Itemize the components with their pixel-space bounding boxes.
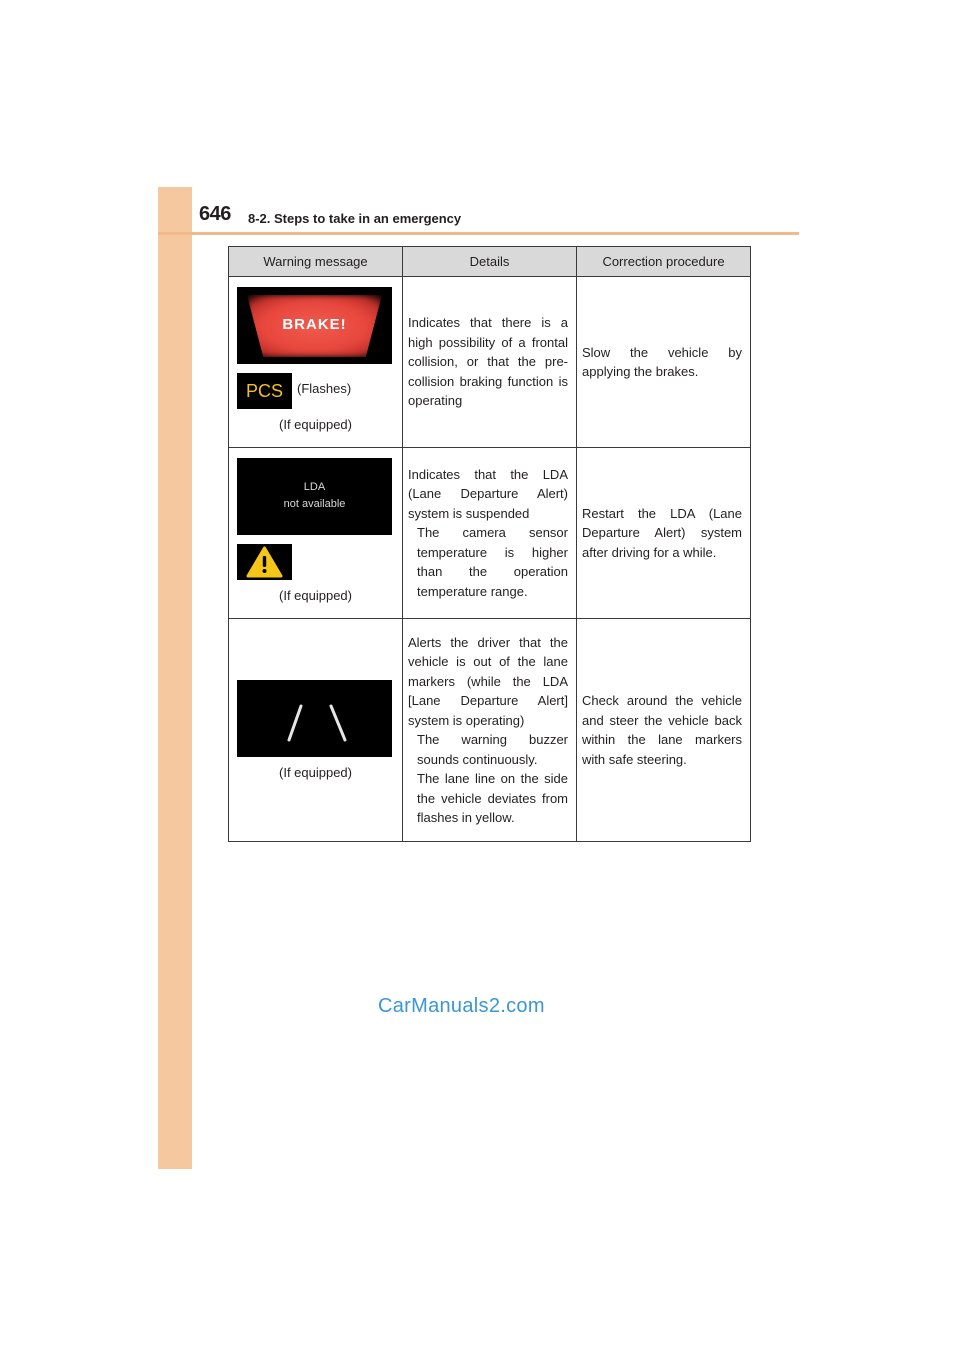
column-header-correction-procedure: Correction procedure <box>577 247 751 277</box>
correction-text: Restart the LDA (Lane Departure Alert) system after driving for a while. <box>582 505 742 560</box>
details-sub-text-2: The lane line on the side the vehicle deviates from flashes in yellow. <box>417 771 568 825</box>
if-equipped-note: (If equipped) <box>279 417 352 432</box>
warning-message-cell <box>229 277 403 448</box>
details-text: Indicates that the LDA (Lane Departure Alert) system is suspended <box>408 466 568 521</box>
details-sub-text: The camera sensor temperature is higher than the operation temperature range. <box>417 525 568 599</box>
lda-display-line2: not available <box>283 498 346 510</box>
table-row-lane-departure <box>229 619 751 842</box>
correction-cell <box>577 619 751 842</box>
table-header-row <box>229 247 751 277</box>
correction-text: Check around the vehicle and steer the vehicle back within the lane markers with safe steering. <box>582 693 742 767</box>
details-cell <box>403 448 577 619</box>
side-tab-strip <box>158 187 192 1169</box>
column-header-details: Details <box>403 247 577 277</box>
pcs-indicator-label: PCS <box>245 381 283 401</box>
correction-cell <box>577 448 751 619</box>
lda-not-available-display <box>237 458 392 535</box>
table-row-lda-not-available <box>229 448 751 619</box>
correction-cell <box>577 277 751 448</box>
details-text: Alerts the driver that the vehicle is out of the lane markers (while the LDA [Lane Departure Alert] system is operating) <box>408 634 568 728</box>
header-rule <box>158 232 799 235</box>
details-cell <box>403 277 577 448</box>
page-number: 646 <box>199 203 231 225</box>
lane-departure-display <box>237 680 392 757</box>
warning-message-table <box>228 246 751 842</box>
correction-text: Slow the vehicle by applying the brakes. <box>582 344 742 379</box>
section-title: 8-2. Steps to take in an emergency <box>248 211 462 226</box>
details-sub-text-1: The warning buzzer sounds continuously. <box>417 732 568 767</box>
table-row-brake <box>229 277 751 448</box>
column-header-warning-message: Warning message <box>229 247 403 277</box>
if-equipped-note: (If equipped) <box>279 588 352 603</box>
details-text: Indicates that there is a high possibility of a frontal collision, or that the pre-collision braking function is operating <box>408 315 568 409</box>
flashes-note: (Flashes) <box>297 381 352 396</box>
warning-message-cell <box>229 448 403 619</box>
lda-display-line1: LDA <box>303 481 326 493</box>
brake-warning-display <box>237 287 392 364</box>
pcs-indicator <box>237 373 292 409</box>
brake-warning-text: BRAKE! <box>282 316 347 333</box>
details-cell <box>403 619 577 842</box>
if-equipped-note: (If equipped) <box>279 765 352 780</box>
master-warning-indicator <box>237 544 292 580</box>
watermark: CarManuals2.com <box>378 995 545 1017</box>
warning-triangle-icon <box>237 544 292 580</box>
lane-lines-icon <box>237 680 392 757</box>
warning-message-cell <box>229 619 403 842</box>
